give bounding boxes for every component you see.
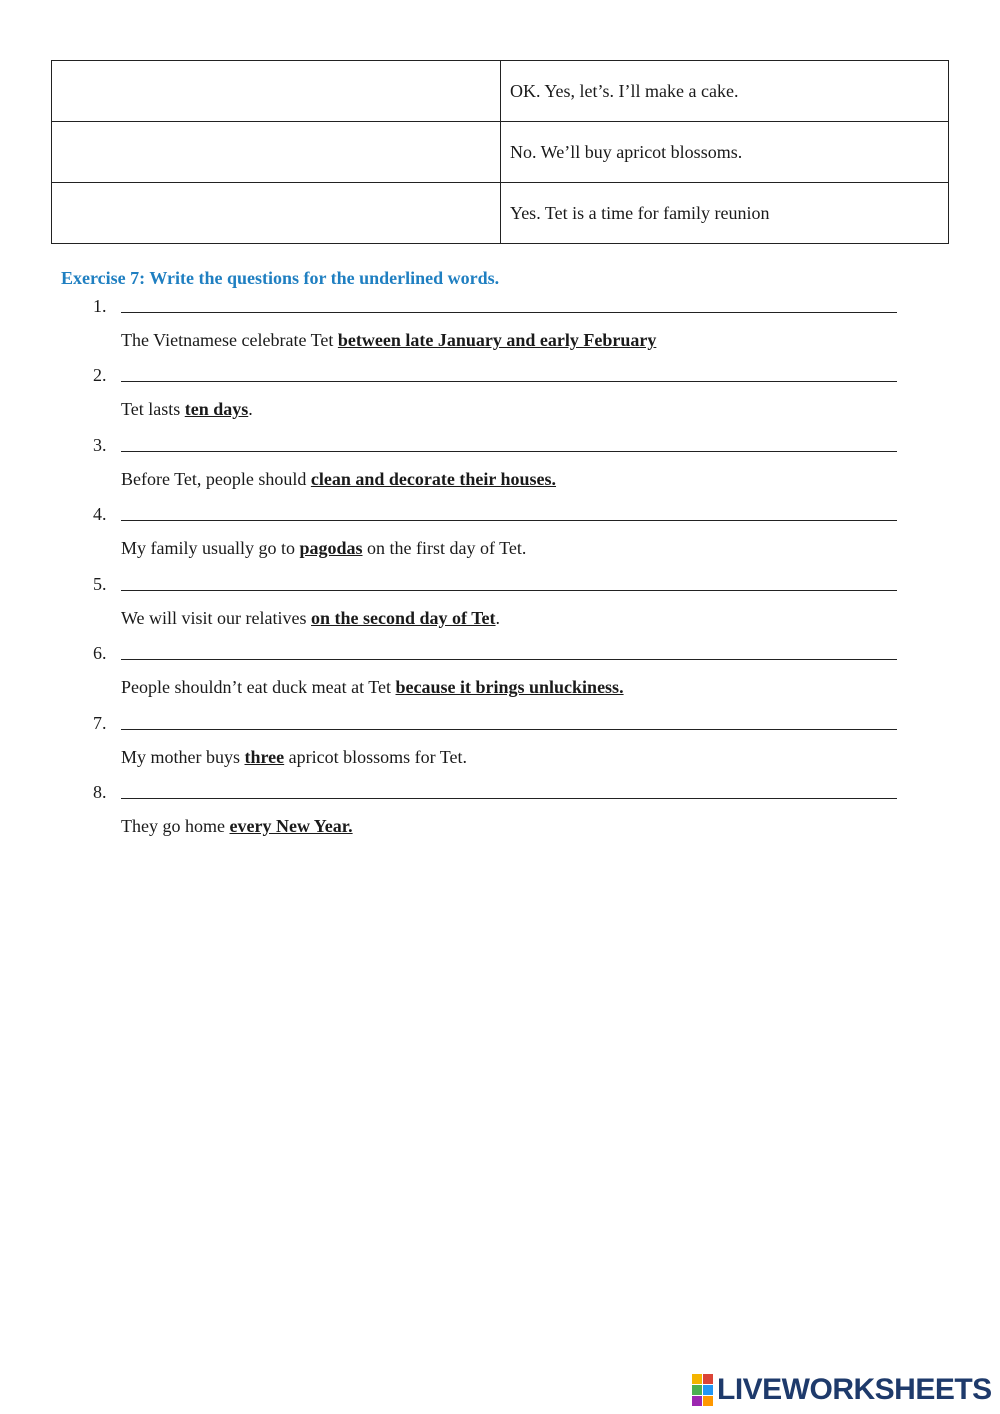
prompt-sentence	[121, 814, 353, 838]
prompt-sentence	[121, 328, 656, 352]
prompt-sentence	[121, 536, 526, 560]
prompt-sentence	[121, 675, 624, 699]
list-item	[0, 363, 1000, 433]
logo-square	[692, 1385, 702, 1395]
response-cell: No. We’ll buy apricot blossoms.	[501, 122, 949, 183]
answer-line[interactable]	[121, 520, 897, 521]
table-row	[52, 122, 949, 183]
list-item	[0, 572, 1000, 642]
underlined-words: on the second day of Tet	[311, 608, 496, 628]
underlined-words: clean and decorate their houses.	[310, 469, 557, 489]
answer-line[interactable]	[121, 381, 897, 382]
item-number: 2.	[93, 365, 107, 385]
sentence-text: .	[248, 399, 253, 419]
sentence-text: The Vietnamese celebrate Tet	[121, 330, 338, 350]
prompt-sentence	[121, 397, 253, 421]
underlined-words: between late January and early February	[337, 330, 657, 350]
list-item	[0, 641, 1000, 711]
underlined-words: three	[244, 747, 285, 767]
liveworksheets-logo-icon	[692, 1374, 713, 1406]
sentence-text: People shouldn’t eat duck meat at Tet	[121, 677, 396, 697]
list-item	[0, 780, 1000, 850]
question-cell[interactable]	[52, 183, 501, 244]
sentence-text: Before Tet, people should	[121, 469, 311, 489]
item-number: 4.	[93, 504, 107, 524]
logo-text: LIVEWORKSHEETS	[717, 1373, 992, 1406]
response-cell: OK. Yes, let’s. I’ll make a cake.	[501, 61, 949, 122]
item-number: 5.	[93, 574, 107, 594]
logo-square	[692, 1374, 702, 1384]
liveworksheets-logo	[692, 1373, 992, 1407]
list-item	[0, 502, 1000, 572]
answer-line[interactable]	[121, 798, 897, 799]
logo-square	[703, 1385, 713, 1395]
response-cell: Yes. Tet is a time for family reunion	[501, 183, 949, 244]
item-number: 1.	[93, 296, 107, 316]
logo-square	[703, 1374, 713, 1384]
underlined-words: every New Year.	[229, 816, 353, 836]
answer-line[interactable]	[121, 729, 897, 730]
list-item	[0, 433, 1000, 503]
logo-square	[692, 1396, 702, 1406]
sentence-text: My family usually go to	[121, 538, 300, 558]
exercise-title: Exercise 7: Write the questions for the underlined words.	[61, 268, 500, 288]
underlined-words: ten days	[184, 399, 249, 419]
answer-line[interactable]	[121, 590, 897, 591]
underlined-words: because it brings unluckiness.	[395, 677, 624, 697]
item-number: 8.	[93, 782, 107, 802]
item-number: 6.	[93, 643, 107, 663]
item-number: 7.	[93, 713, 107, 733]
sentence-text: My mother buys	[121, 747, 245, 767]
sentence-text: We will visit our relatives	[121, 608, 312, 628]
sentence-text: They go home	[121, 816, 230, 836]
table-row	[52, 61, 949, 122]
answer-line[interactable]	[121, 312, 897, 313]
dialog-table	[51, 60, 949, 244]
sentence-text: apricot blossoms for Tet.	[284, 747, 468, 767]
table-row	[52, 183, 949, 244]
list-item	[0, 711, 1000, 781]
prompt-sentence	[121, 606, 500, 630]
answer-line[interactable]	[121, 451, 897, 452]
answer-line[interactable]	[121, 659, 897, 660]
list-item	[0, 294, 1000, 364]
sentence-text: .	[495, 608, 501, 628]
question-cell[interactable]	[52, 61, 501, 122]
sentence-text: on the first day of Tet.	[362, 538, 527, 558]
underlined-words: pagodas	[299, 538, 363, 558]
logo-square	[703, 1396, 713, 1406]
prompt-sentence	[121, 467, 556, 491]
question-cell[interactable]	[52, 122, 501, 183]
sentence-text: Tet lasts	[121, 399, 185, 419]
prompt-sentence	[121, 745, 467, 769]
item-number: 3.	[93, 435, 107, 455]
